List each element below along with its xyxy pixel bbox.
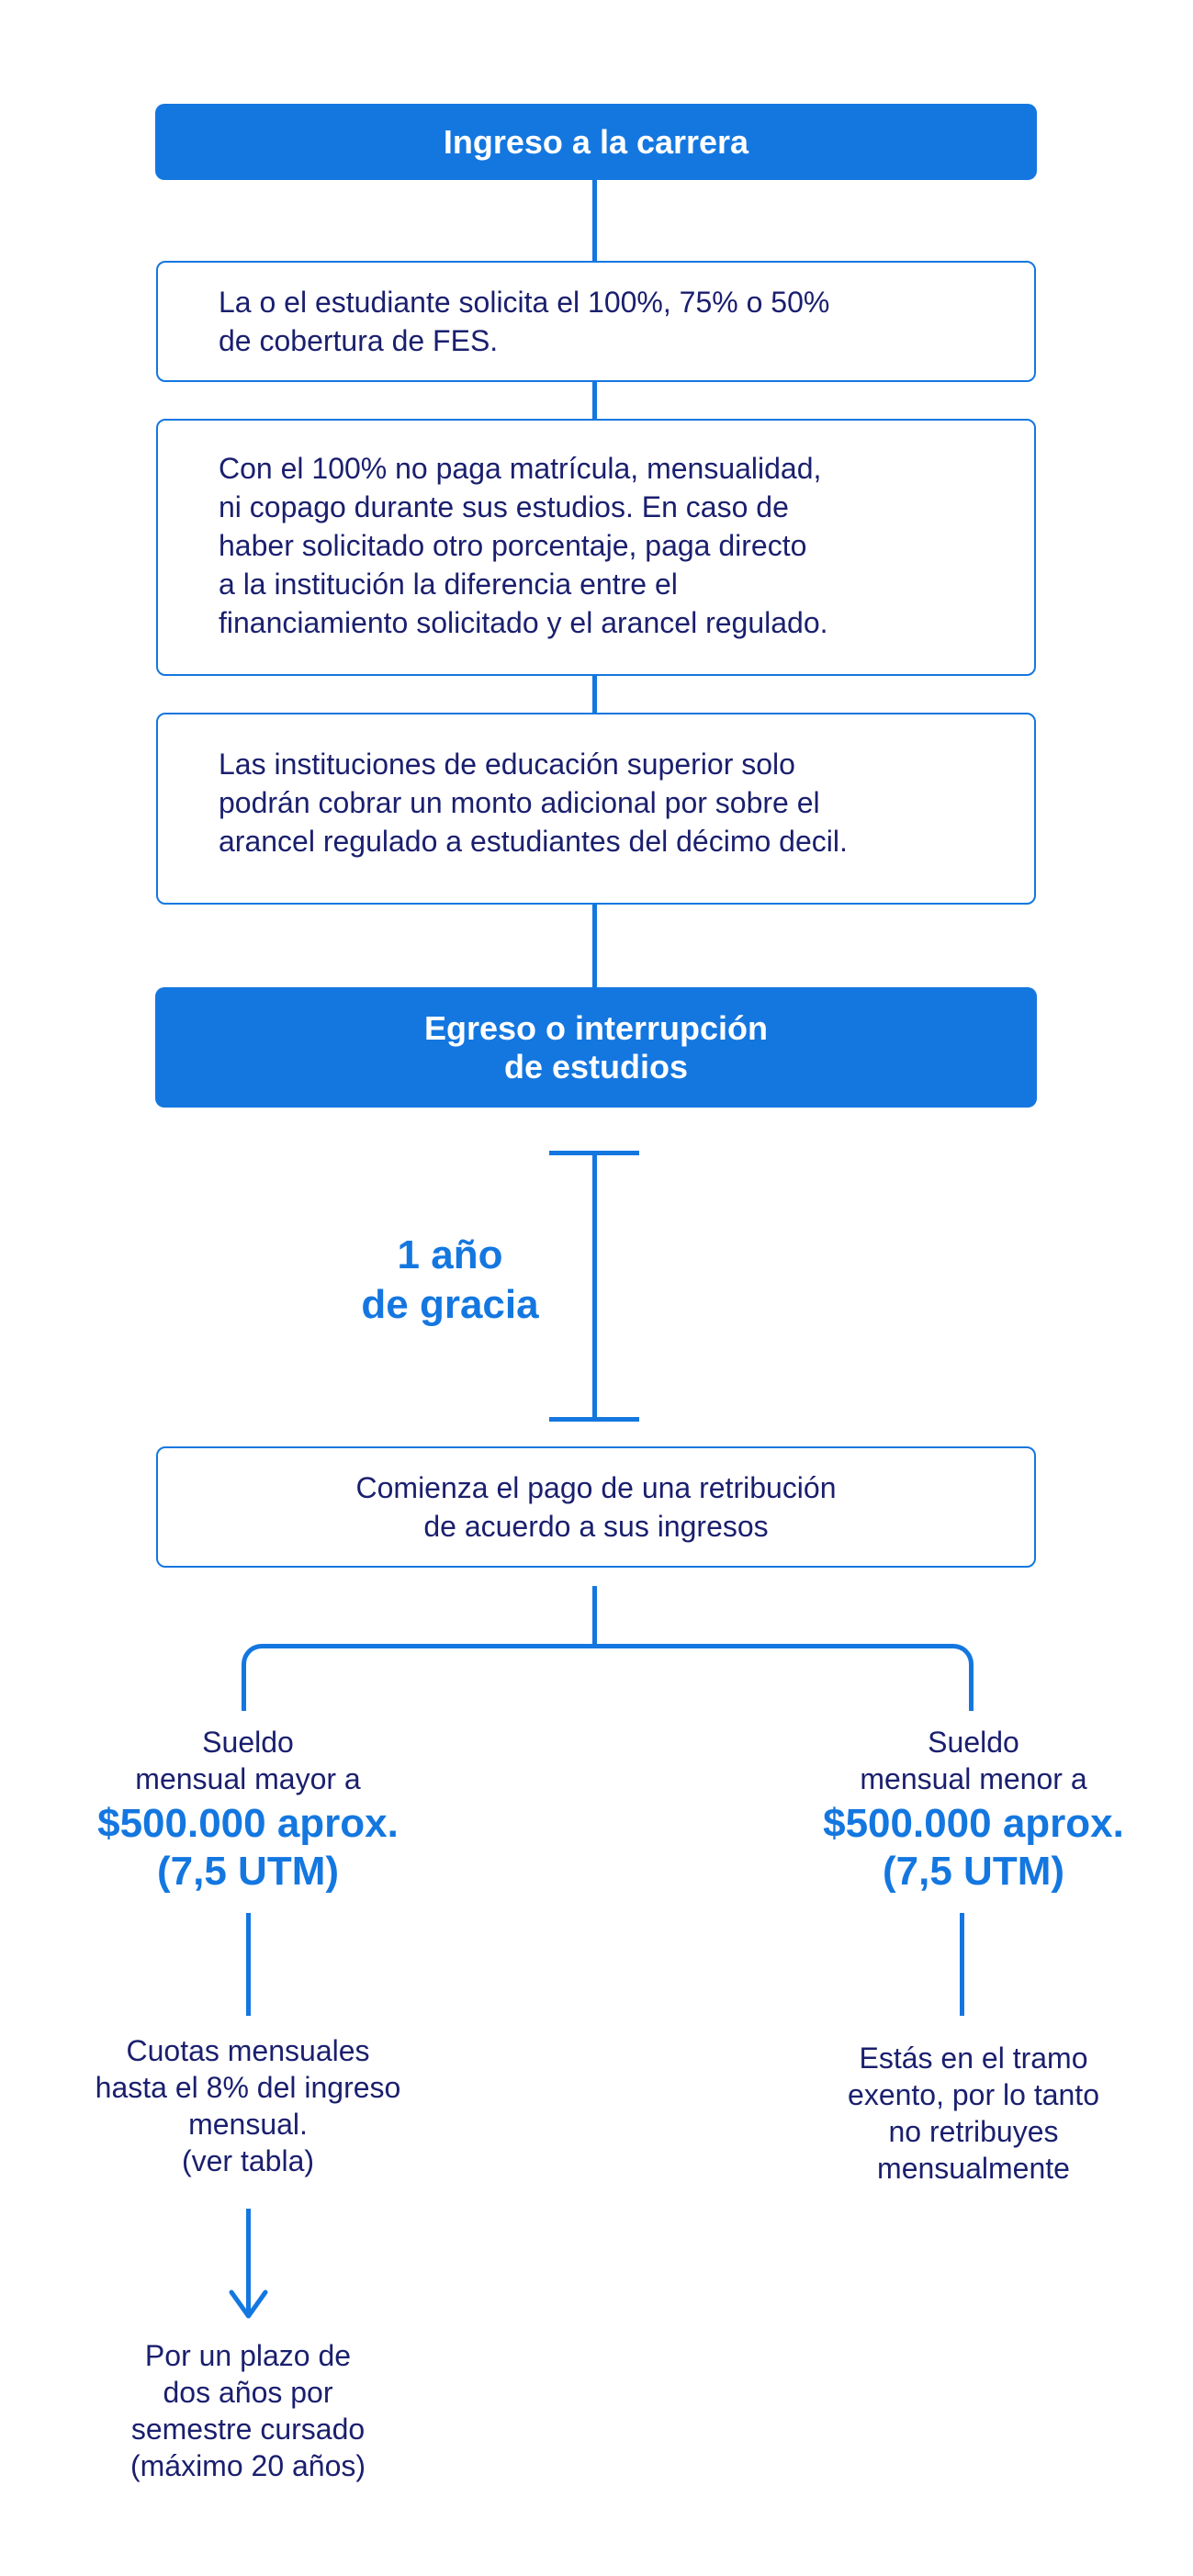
connector-line <box>592 382 597 419</box>
start-header-title: Ingreso a la carrera <box>443 122 749 161</box>
grace-bracket-bottom <box>549 1417 639 1422</box>
branch-connector <box>242 1644 974 1711</box>
step-box-payment-details <box>156 419 1036 676</box>
connector-line <box>592 905 597 987</box>
left-branch-result: Cuotas mensuales hasta el 8% del ingreso mensual. (ver tabla) <box>95 2034 401 2177</box>
connector-line <box>960 1913 964 2016</box>
connector-line <box>246 1913 251 2016</box>
right-branch-result: Estás en el tramo exento, por lo tanto no retribuyes mensualmente <box>848 2042 1099 2185</box>
exit-header-title: Egreso o interrupción de estudios <box>423 1008 769 1086</box>
step-text: Con el 100% no paga matrícula, mensualidad, ni copago durante sus estudios. En caso de haber solicitado otro porcentaje, paga directo a la institución la diferencia entre el financiamiento solicitado y el arancel regulado. <box>219 452 828 639</box>
step-box-coverage <box>156 261 1036 382</box>
step-box-institutions <box>156 713 1036 905</box>
step-text: Las instituciones de educación superior solo podrán cobrar un monto adicional por sobre el arancel regulado a estudiantes del décimo decil. <box>219 748 848 858</box>
exit-header <box>155 987 1037 1108</box>
grace-period-label: 1 año de gracia <box>361 1232 539 1327</box>
connector-line <box>592 180 597 261</box>
step-text: La o el estudiante solicita el 100%, 75% o 50% de cobertura de FES. <box>219 286 830 357</box>
right-branch-label: Sueldo mensual menor a <box>860 1726 1087 1795</box>
start-header <box>155 104 1037 180</box>
branch-stem <box>592 1586 597 1647</box>
left-branch-label: Sueldo mensual mayor a <box>135 1726 361 1795</box>
arrow-down-icon <box>228 2287 269 2323</box>
right-branch-amount: $500.000 aprox. (7,5 UTM) <box>823 1801 1124 1894</box>
left-branch-amount: $500.000 aprox. (7,5 UTM) <box>97 1801 399 1894</box>
left-branch-term: Por un plazo de dos años por semestre cursado (máximo 20 años) <box>129 2339 366 2482</box>
connector-line <box>592 676 597 713</box>
payment-start-text: Comienza el pago de una retribución de acuerdo a sus ingresos <box>355 1471 837 1543</box>
payment-start-box <box>156 1446 1036 1568</box>
grace-bracket-stem <box>592 1151 597 1422</box>
